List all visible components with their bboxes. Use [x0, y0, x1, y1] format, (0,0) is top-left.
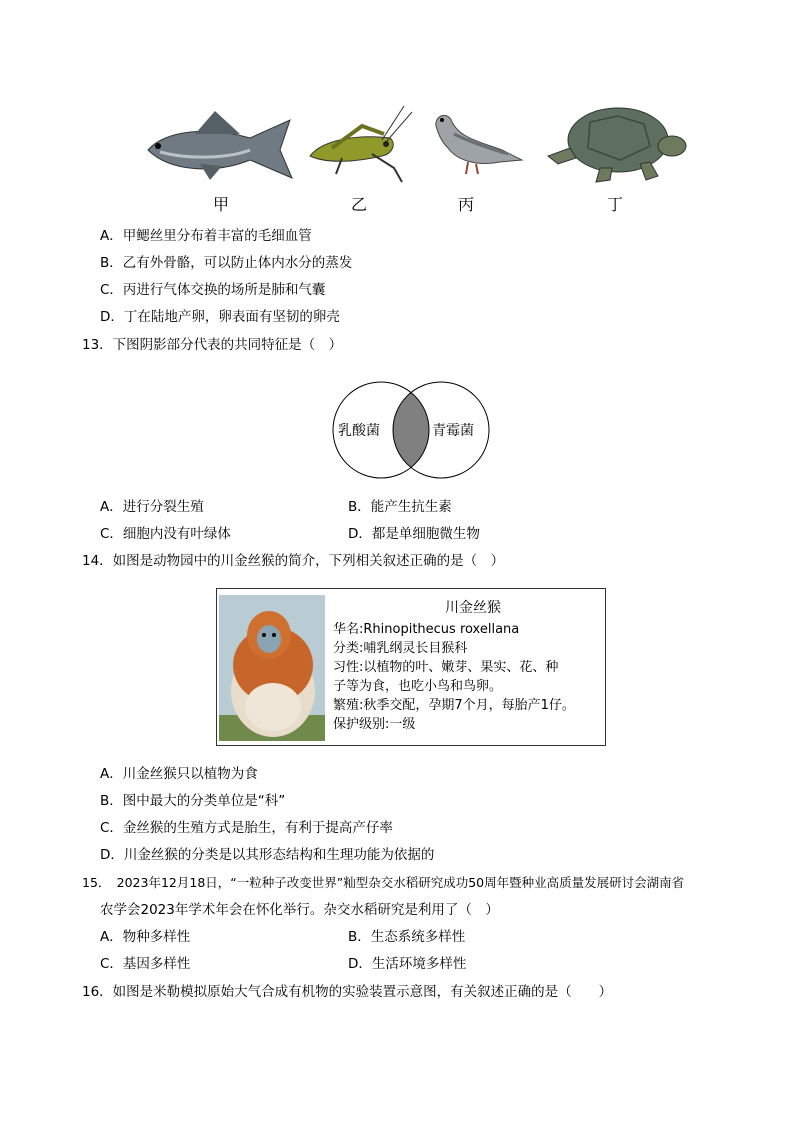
q15-option-a: A．物种多样性: [100, 929, 191, 945]
q12-option-d: D．丁在陆地产卵，卵表面有坚韧的卵壳: [100, 309, 340, 325]
q15-question-line2: 农学会2023年学术年会在怀化举行。杂交水稻研究是利用了（ ）: [100, 902, 499, 918]
card-line: 繁殖:秋季交配，孕期7个月，每胎产1仔。: [333, 698, 575, 713]
q14-question: 14．如图是动物园中的川金丝猴的简介，下列相关叙述正确的是（ ）: [82, 553, 505, 569]
card-title: 川金丝猴: [445, 600, 501, 616]
q13-option-b: B．能产生抗生素: [348, 499, 452, 515]
q14-option-d: D．川金丝猴的分类是以其形态结构和生理功能为依据的: [100, 847, 435, 863]
q14-option-a: A．川金丝猴只以植物为食: [100, 766, 258, 782]
monkey-info-card: [216, 588, 606, 746]
q12-option-b: B．乙有外骨骼，可以防止体内水分的蒸发: [100, 255, 353, 271]
card-line: 子等为食，也吃小鸟和鸟卵。: [333, 679, 503, 694]
card-line: 保护级别:一级: [333, 717, 416, 732]
q12-option-c: C．丙进行气体交换的场所是肺和气囊: [100, 282, 326, 298]
label-ding: 丁: [607, 195, 624, 214]
grasshopper-image: [302, 104, 417, 184]
venn-left-label: 乳酸菌: [338, 423, 380, 439]
fish-image: [140, 108, 295, 188]
q13-option-d: D．都是单细胞微生物: [348, 526, 480, 542]
label-jia: 甲: [213, 195, 230, 214]
q15-option-c: C．基因多样性: [100, 956, 191, 972]
venn-diagram: [328, 378, 496, 482]
card-line: 华名:Rhinopithecus roxellana: [333, 622, 520, 637]
q15-question-line1: 15． 2023年12月18日，“一粒种子改变世界”籼型杂交水稻研究成功50周年暨种业高质量发展研讨会湖南省: [82, 875, 685, 890]
pigeon-image: [430, 108, 525, 178]
golden-monkey-image: [219, 595, 325, 741]
q13-option-a: A．进行分裂生殖: [100, 499, 204, 515]
q15-option-b: B．生态系统多样性: [348, 929, 466, 945]
card-line: 习性:以植物的叶、嫩芽、果实、花、种: [333, 660, 559, 675]
q13-option-c: C．细胞内没有叶绿体: [100, 526, 231, 542]
q12-option-a: A．甲鳃丝里分布着丰富的毛细血管: [100, 228, 312, 244]
venn-right-label: 青霉菌: [432, 423, 474, 439]
card-line: 分类:哺乳纲灵长目猴科: [333, 641, 468, 656]
q14-option-c: C．金丝猴的生殖方式是胎生，有利于提高产仔率: [100, 820, 393, 836]
label-yi: 乙: [351, 195, 368, 214]
q15-option-d: D．生活环境多样性: [348, 956, 467, 972]
q13-question: 13．下图阴影部分代表的共同特征是（ ）: [82, 337, 343, 353]
q16-question: 16．如图是米勒模拟原始大气合成有机物的实验装置示意图，有关叙述正确的是（ ）: [82, 984, 613, 1000]
turtle-image: [540, 102, 690, 187]
q14-option-b: B．图中最大的分类单位是“科”: [100, 793, 286, 809]
animal-illustration: [140, 100, 700, 215]
label-bing: 丙: [458, 195, 475, 214]
